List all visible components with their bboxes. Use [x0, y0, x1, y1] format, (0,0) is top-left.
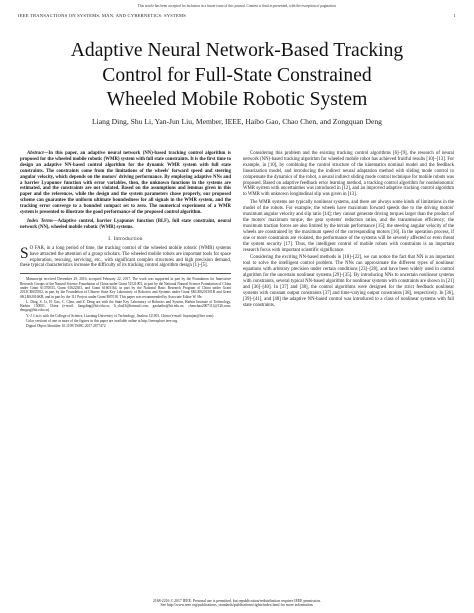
section-heading: I. Introduction: [108, 235, 143, 242]
index-terms-text: Adaptive control, barrier Lyapunov function (BLF), full state constraint, neural network (NN), wheeled mobile robotic (WMR) systems.: [20, 218, 231, 230]
footnote-divider: [20, 273, 231, 274]
journal-name: IEEE TRANSACTIONS ON SYSTEMS, MAN, AND CYBERNETICS: SYSTEMS: [18, 13, 187, 18]
footnote-affiliation: Y.-J. Liu is with the College of Science, Liaoning University of Technology, Jinzhou 121001, China (e-mail: liuyanjun@live.com).: [26, 313, 215, 318]
copyright-footer: [0, 599, 474, 608]
title-line: Wheeled Mobile Robotic System: [106, 89, 368, 110]
acceptance-notice: This article has been accepted for inclusion in a future issue of this journal. Content is final as presented, with the exception of pagination.: [137, 4, 337, 8]
paper-title: [30, 39, 444, 113]
body-paragraph: Considering the exciting NN-based methods in [18]–[22], we can notice the fact that NN is an important tool to solve the intelligent control problem. The NNs can approximate the different types of nonlinear equations with arbitrary precision under certain conditions [23]–[28], and have been widely used in control algorithm for the uncertain nonlinear systems [29]–[35]. By introducing NNs to uncertain nonlinear systems with constraints, several typical NN-based algorithm for nonlinear systems with constraints are shown in [21] and [36]–[40]. In [37] and [38], the control algorithms were designed for the strict feedback nonlinear systems with constant output constraints [37] and time-varying output constraints [38], respectively. In [36], [39]–[41], and [48] the adaptive NN-based control was introduced to a class of nonlinear systems with full state constraints.: [243, 255, 454, 308]
footnote-color: Color versions of one or more of the figures in this paper are available online at http://ieeexplore.ieee.org.: [26, 318, 179, 323]
author-list: Liang Ding, Shu Li, Yan-Jun Liu, Member, IEEE, Haibo Gao, Chao Chen, and Zongquan Deng: [92, 117, 382, 126]
index-terms-label: Index Terms—: [27, 218, 58, 224]
footnotes: [20, 277, 231, 328]
running-header: [18, 13, 456, 18]
body-paragraph: The WMR systems are typically nonlinear systems, and there are always some kinds of limitations in the model of the robots. For example, the wheels have maximum forward speeds due to the driving motors' maximum angular velocity and slip ratio [14]; they cannot generate driving torques larger than the product of the motors' maximum torque, the gear systems' reduction ratios, and the transmission efficiency; the maximum traction forces are also limited by the terrain performance [15]; the steering angular velocity of the wheels are constrained by the maximum speed of the corresponding motors [16]. In the operation process, if one or more constraints are violated, the performance of the systems will be severely affected or even threat the system security [17]. Thus, the intelligent control of mobile robots with constraints is an important research focus with important scientific significance.: [243, 200, 454, 253]
copyright-line: 2168-2216 © 2017 IEEE. Personal use is permitted, but republication/redistribution requires IEEE permission.: [152, 599, 322, 603]
intro-smallcaps: O FAR,: [29, 245, 45, 251]
title-line: Adaptive Neural Network-Based Tracking: [70, 40, 404, 61]
footnote-doi: Digital Object Identifier 10.1109/TSMC.2017.2677472: [26, 324, 106, 329]
index-terms: [20, 219, 231, 231]
title-line: Control for Full-State Constrained: [102, 64, 372, 86]
rights-link-line: See http://www.ieee.org/publications_standards/publications/rights/index.html for more information.: [160, 603, 314, 608]
body-paragraph: Considering this problem and the existing tracking control algorithms [6]–[9], the research of neural network (NN)-based tracking algorithm for wheeled mobile robot has achieved fruitful results [10]–[13]. For example, in [10], by combining the control structure of the kinematics nominal model and the feedback linearization model, and introducing the indirect neural adaptation method with sliding mode control to compensate the dynamics of the robot, a neural indirect sliding mode control technique for mobile robots was proposed. Based on adaptive feedback error learning method, a tracking control algorithm for nonholonomic WMR system with uncertainties was introduced in [12], and an improved adaptive tracking control algorithm to WMR with unknown longitudinal slip was given in [13].: [243, 151, 454, 198]
intro-paragraph: [20, 246, 231, 270]
page-number: 1: [453, 13, 456, 18]
left-column: [20, 151, 231, 330]
abstract-text: In this paper, an adaptive neural network (NN)-based tracking control algorithm is proposed for the wheeled mobile robotic (WMR) system with full state constraints. It is the first time to design an adaptive NN-based control algorithm for the dynamic WMR system with full state constraints. The constraints come from the limitations of the wheels' forward speed and steering angular velocity, which depends on the motors' driving performance. By employing adaptive NNs and a barrier Lyapunov function with error variables, then, the unknown functions in the systems are estimated, and the constraints are not violated. Based on the assumptions and lemmas given in this paper and the references, while the design and the system parameters chose properly, our proposed scheme can guarantee the uniform ultimate boundedness for all signals in the WMR system, and the tracking error converge to a bounded compact set to zero. The numerical experiment of a WMR system is presented to illustrate the good performance of the proposed control algorithm.: [20, 151, 231, 216]
drop-cap: S: [20, 244, 29, 262]
footnote-manuscript: Manuscript received December 29, 2016; accepted February 22, 2017. The work was supported in part by the Foundation for Innovative Research Groups of the Natural Science Foundation of China under Grant 51521003, in part by the National Natural Science Foundation of China under Grant 61370033, Grant 61622303, and Grant 61603164, in part by the National Basic Research Program of China under Grant 2013CB035502, in part by the Foundation of Chinese State Key Laboratory of Robotics and Systems under Grant SKLRS201501B and Grant SKLRS2016KB, and in part by the 111 Project under Grant B07018. This paper was recommended by Associate Editor W. He.: [20, 277, 231, 299]
abstract: [20, 151, 231, 216]
intro-text: in a long period of time, the tracking control of the wheeled mobile robotic (WMR) systems have attracted the attention of a group scholars. The wheeled mobile robots are important tools for space exploration, rescuing, servicing, etc., with significant complex structures and high precision demand, these typical characteristics increase the difficulty of its tracking control algorithm design [1]–[5].: [20, 245, 232, 269]
footnote-affiliation: L. Ding, S. Li, H. Gao, C. Chen, and Z. Deng are with the State Key Laboratory of Robotics and System, Harbin Institute of Technology, Harbin 150001, China (e-mail: liangding@hit.edu.cn; li_shu43@hotmail.com; gaohaibo@hit.edu.cn; chenchao2007111@126.com; dengzq@hit.edu.cn).: [20, 299, 231, 313]
abstract-label: Abstract—: [27, 151, 49, 156]
right-column: [243, 151, 454, 311]
